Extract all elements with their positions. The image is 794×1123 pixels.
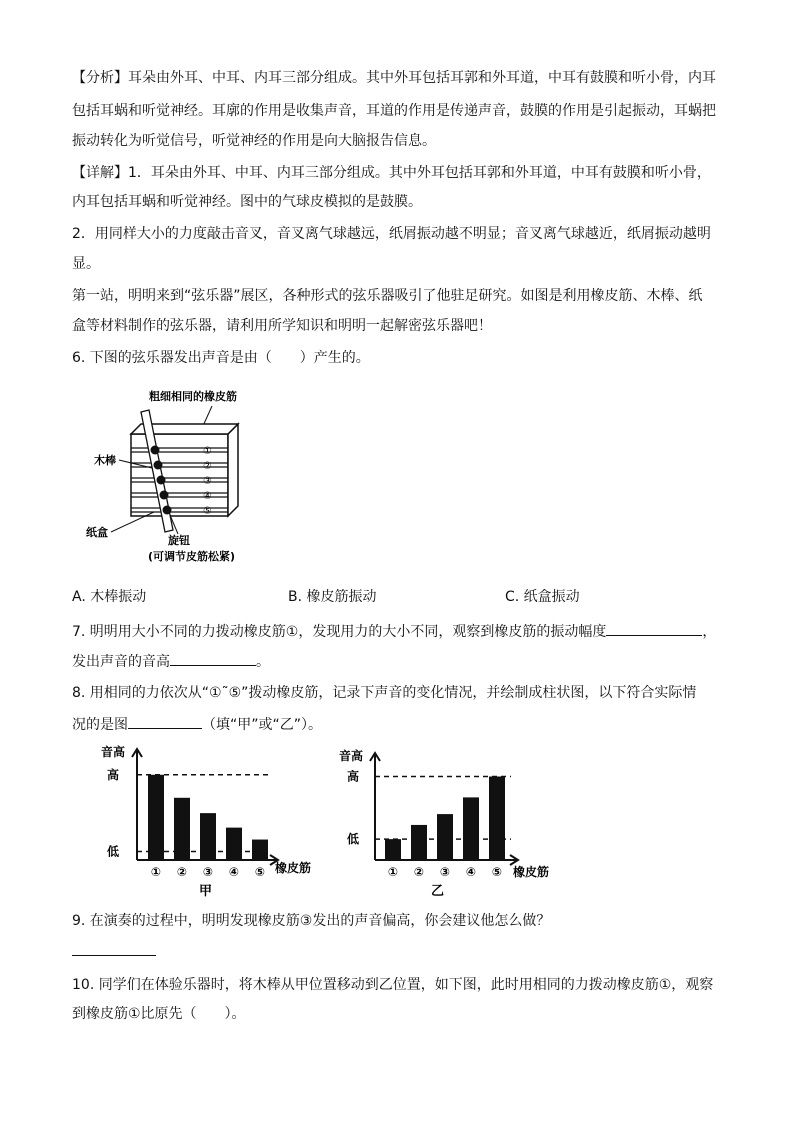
chart-yi-tick-1: ①	[387, 865, 399, 879]
chart-jia-title: 甲	[199, 884, 213, 899]
chart-yi-bar-1	[385, 839, 401, 860]
band-number-4: ④	[203, 491, 212, 502]
q6-stem: 6. 下图的弦乐器发出声音是由（ ）产生的。	[72, 350, 370, 366]
q7-line-2	[72, 650, 270, 672]
chart-jia-tick-3: ③	[202, 865, 214, 879]
analysis-line-1: 【分析】耳朵由外耳、中耳、内耳三部分组成。其中外耳包括耳郭和外耳道，中耳有鼓膜和听小骨，内耳	[72, 70, 716, 86]
paper-box	[131, 434, 228, 516]
detail-line-2: 内耳包括耳蜗和听觉神经。图中的气球皮模拟的是鼓膜。	[72, 194, 422, 210]
chart-yi-ylabel: 音高	[339, 749, 364, 763]
figure-label-note: (可调节皮筋松紧)	[148, 550, 236, 563]
chart-yi-high-label: 高	[347, 769, 360, 784]
figure-label-rubber-bands: 粗细相同的橡皮筋	[149, 390, 237, 403]
band-number-5: ⑤	[203, 506, 212, 517]
q8-line-2	[72, 713, 322, 735]
chart-yi-low-label: 低	[347, 832, 360, 847]
station-line-1: 第一站，明明来到“弦乐器”展区，各种形式的弦乐器吸引了他驻足研究。如图是利用橡皮筋、木棒、纸	[72, 288, 703, 304]
figure-label-knob: 旋钮	[168, 534, 190, 547]
chart-jia-tick-1: ①	[150, 865, 162, 879]
chart-yi-tick-2: ②	[413, 865, 425, 879]
chart-yi-tick-4: ④	[465, 865, 477, 879]
chart-yi-bar-3	[437, 814, 453, 860]
chart-yi-bar-4	[463, 797, 479, 860]
chart-jia-bar-5	[252, 840, 268, 860]
q6-option-b[interactable]: B. 橡皮筋振动	[288, 589, 377, 605]
chart-yi-tick-5: ⑤	[491, 865, 503, 879]
bar-chart-yi	[335, 742, 565, 902]
band-number-3: ③	[203, 476, 212, 487]
q10-line-1: 10. 同学们在体验乐器时，将木棒从甲位置移动到乙位置，如下图，此时用相同的力拨动橡皮筋①，观察	[72, 977, 714, 993]
chart-jia-ylabel: 音高	[101, 745, 126, 759]
detail-line-3: 2．用同样大小的力度敲击音叉，音叉离气球越远，纸屑振动越不明显；音叉离气球越近，纸屑振动越明	[72, 226, 711, 242]
detail-line-4: 显。	[72, 256, 100, 272]
q8-text-2: （填“甲”或“乙”）。	[202, 717, 323, 733]
figure-label-box: 纸盒	[86, 526, 108, 539]
q7-line-1	[72, 620, 716, 642]
q7-text-2: ，	[702, 624, 717, 640]
q9-stem: 9. 在演奏的过程中，明明发现橡皮筋③发出的声音偏高，你会建议他怎么做？	[72, 913, 551, 929]
q8-blank-chart[interactable]	[128, 713, 202, 729]
chart-jia-tick-2: ②	[176, 865, 188, 879]
analysis-line-2: 包括耳蜗和听觉神经。耳廓的作用是收集声音，耳道的作用是传递声音，鼓膜的作用是引起振动，耳蜗把	[72, 103, 716, 119]
chart-jia-tick-4: ④	[228, 865, 240, 879]
q6-option-c[interactable]: C. 纸盒振动	[505, 589, 580, 605]
chart-yi-bar-2	[411, 825, 427, 860]
chart-yi-tick-3: ③	[439, 865, 451, 879]
chart-jia-low-label: 低	[107, 844, 120, 859]
detail-line-1: 【详解】1．耳朵由外耳、中耳、内耳三部分组成。其中外耳包括耳郭和外耳道，中耳有鼓膜和听小骨，	[72, 165, 711, 181]
q8-line-1: 8. 用相同的力依次从“①˜⑤”拨动橡皮筋，记录下声音的变化情况，并绘制成柱状图，以下符合实际情	[72, 685, 697, 701]
band-number-2: ②	[203, 461, 212, 472]
q10-line-2: 到橡皮筋①比原先（ ）。	[72, 1006, 246, 1022]
station-line-2: 盒等材料制作的弦乐器，请利用所学知识和明明一起解密弦乐器吧！	[72, 318, 492, 334]
q9-answer-blank[interactable]	[72, 955, 156, 956]
q8-text-1: 况的是图	[72, 717, 128, 733]
q7-blank-amplitude[interactable]	[606, 620, 702, 636]
chart-jia-xlabel: 橡皮筋	[275, 861, 312, 875]
q7-blank-pitch[interactable]	[170, 650, 256, 666]
chart-jia-bar-4	[226, 828, 242, 860]
string-instrument-figure	[84, 384, 314, 574]
q7-text-4: 。	[256, 654, 270, 670]
q7-text-1: 7. 明明用大小不同的力拨动橡皮筋①，发现用力的大小不同，观察到橡皮筋的振动幅度	[72, 624, 607, 640]
chart-jia-bar-2	[174, 798, 190, 860]
band-number-1: ①	[203, 446, 212, 457]
q7-text-3: 发出声音的音高	[72, 654, 170, 670]
chart-jia-high-label: 高	[107, 767, 120, 782]
chart-yi-xlabel: 橡皮筋	[513, 865, 550, 879]
bar-chart-jia	[95, 740, 315, 900]
q6-option-a[interactable]: A. 木棒振动	[72, 589, 147, 605]
chart-jia-bar-1	[148, 775, 164, 860]
analysis-line-3: 振动转化为听觉信号，听觉神经的作用是向大脑报告信息。	[72, 133, 436, 149]
figure-label-stick: 木棒	[94, 454, 116, 467]
chart-yi-bar-5	[489, 777, 505, 860]
chart-yi-title: 乙	[431, 884, 445, 899]
chart-jia-tick-5: ⑤	[254, 865, 266, 879]
chart-jia-bar-3	[200, 813, 216, 860]
